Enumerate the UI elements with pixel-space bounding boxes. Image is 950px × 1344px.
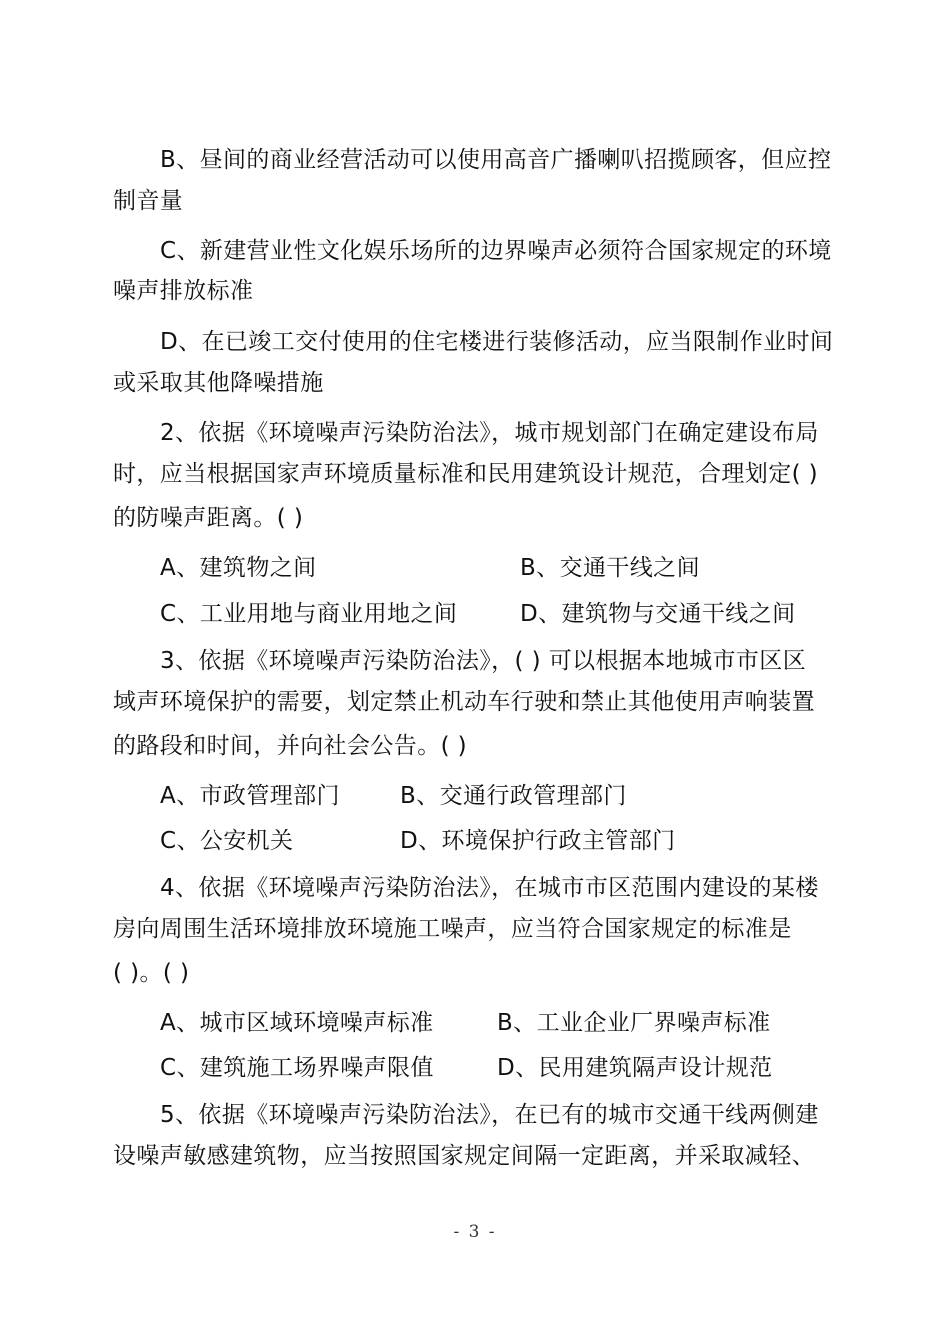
question-4-line-2: 房向周围生活环境排放环境施工噪声，应当符合国家规定的标准是 [113,916,792,942]
option-b-line-1: B、昼间的商业经营活动可以使用高音广播喇叭招揽顾客，但应控 [160,147,832,173]
question-4-option-c: C、建筑施工场界噪声限值 [160,1055,434,1081]
question-3-option-d: D、环境保护行政主管部门 [400,828,676,854]
option-c-line-1: C、新建营业性文化娱乐场所的边界噪声必须符合国家规定的环境 [160,238,832,264]
question-2-option-a: A、建筑物之间 [160,555,317,581]
option-b-line-2: 制音量 [113,188,184,214]
question-3-line-3: 的路段和时间，并向社会公告。( ) [113,733,468,759]
option-c-line-2: 噪声排放标准 [113,278,254,304]
question-4-option-b: B、工业企业厂界噪声标准 [497,1010,771,1036]
question-2-option-d: D、建筑物与交通干线之间 [520,601,796,627]
question-2-line-1: 2、依据《环境噪声污染防治法》，城市规划部门在确定建设布局 [160,420,819,446]
question-4-option-a: A、城市区域环境噪声标准 [160,1010,434,1036]
question-2-line-3: 的防噪声距离。( ) [113,505,304,531]
question-4-line-1: 4、依据《环境噪声污染防治法》，在城市市区范围内建设的某楼 [160,875,819,901]
question-4-line-3: ( )。( ) [113,960,190,986]
question-3-option-a: A、市政管理部门 [160,783,340,809]
question-3-option-c: C、公安机关 [160,828,294,854]
question-2-option-c: C、工业用地与商业用地之间 [160,601,458,627]
question-5-line-2: 设噪声敏感建筑物，应当按照国家规定间隔一定距离，并采取减轻、 [113,1143,815,1169]
option-d-line-2: 或采取其他降噪措施 [113,370,324,396]
question-2-line-2: 时，应当根据国家声环境质量标准和民用建筑设计规范，合理划定( ) [113,461,819,487]
option-d-line-1: D、在已竣工交付使用的住宅楼进行装修活动，应当限制作业时间 [160,329,834,355]
page-number: - 3 - [453,1222,497,1242]
question-3-option-b: B、交通行政管理部门 [400,783,627,809]
question-3-line-1: 3、依据《环境噪声污染防治法》，( ) 可以根据本地城市市区区 [160,648,807,674]
question-2-option-b: B、交通干线之间 [520,555,700,581]
question-4-option-d: D、民用建筑隔声设计规范 [497,1055,773,1081]
question-3-line-2: 域声环境保护的需要，划定禁止机动车行驶和禁止其他使用声响装置 [113,689,815,715]
question-5-line-1: 5、依据《环境噪声污染防治法》，在已有的城市交通干线两侧建 [160,1102,819,1128]
